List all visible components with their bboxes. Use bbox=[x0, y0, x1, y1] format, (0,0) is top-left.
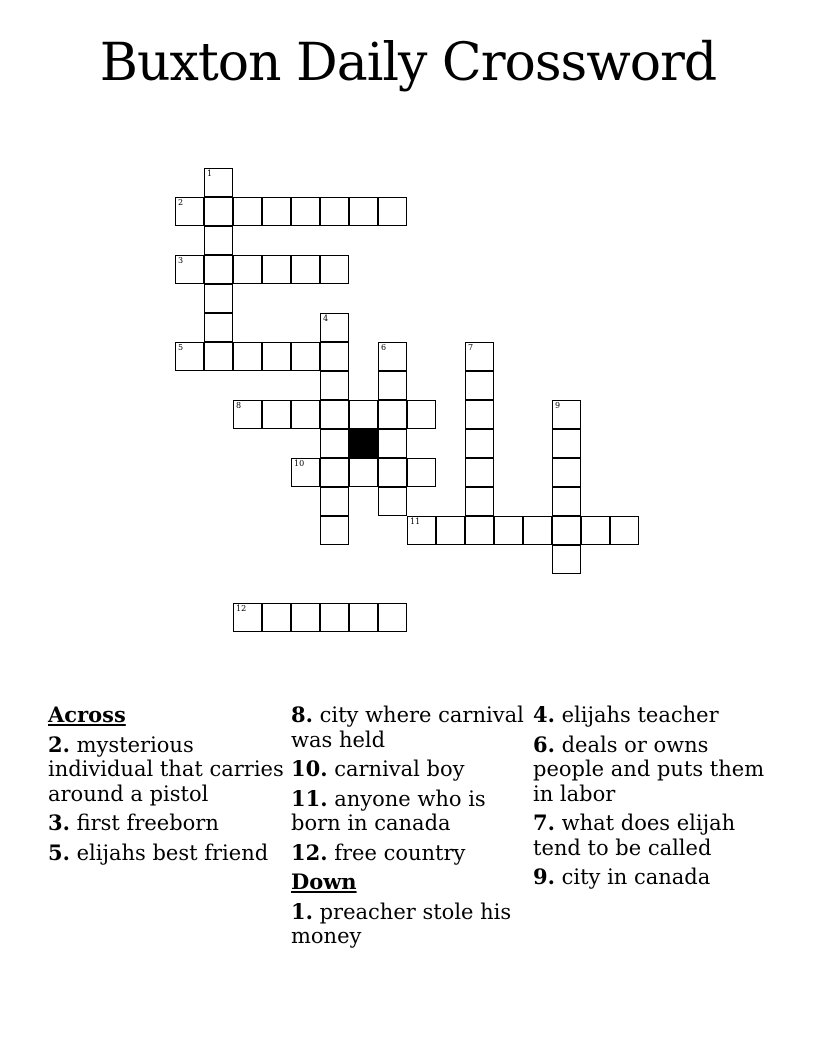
clue-item-text: first freeborn bbox=[69, 811, 219, 835]
grid-cell[interactable] bbox=[378, 371, 407, 400]
clue-item bbox=[533, 733, 769, 807]
grid-cell[interactable] bbox=[175, 255, 204, 284]
clue-item-number: 5. bbox=[48, 839, 70, 865]
clue-item bbox=[533, 703, 769, 728]
grid-cell[interactable] bbox=[407, 400, 436, 429]
clue-number: 8 bbox=[236, 401, 242, 410]
clue-item-text: deals or owns people and puts them in labor bbox=[533, 732, 765, 806]
clue-item-number: 1. bbox=[291, 898, 313, 924]
clue-item bbox=[291, 703, 527, 752]
clue-number: 5 bbox=[178, 343, 184, 352]
clue-number: 3 bbox=[178, 256, 184, 265]
grid-cell[interactable] bbox=[262, 603, 291, 632]
clue-list bbox=[533, 703, 769, 890]
clue-item bbox=[291, 787, 527, 836]
page-title: Buxton Daily Crossword bbox=[99, 33, 717, 93]
grid-cell[interactable] bbox=[291, 603, 320, 632]
clues-column-2 bbox=[291, 703, 527, 954]
grid-cell[interactable] bbox=[204, 226, 233, 255]
grid-cell[interactable] bbox=[407, 458, 436, 487]
grid-cell[interactable] bbox=[204, 284, 233, 313]
grid-cell[interactable] bbox=[378, 197, 407, 226]
grid-cell[interactable] bbox=[320, 313, 349, 342]
grid-black-cell bbox=[349, 429, 378, 458]
grid-cell[interactable] bbox=[320, 603, 349, 632]
grid-cell[interactable] bbox=[320, 342, 349, 371]
grid-cell[interactable] bbox=[378, 342, 407, 371]
grid-cell[interactable] bbox=[465, 516, 494, 545]
grid-cell[interactable] bbox=[552, 545, 581, 574]
clue-list bbox=[291, 900, 527, 949]
grid-cell[interactable] bbox=[465, 429, 494, 458]
grid-cell[interactable] bbox=[320, 487, 349, 516]
grid-cell[interactable] bbox=[291, 400, 320, 429]
grid-cell[interactable] bbox=[233, 603, 262, 632]
clue-item-text: mysterious individual that carries around a pistol bbox=[48, 732, 284, 806]
clue-item-number: 3. bbox=[48, 810, 70, 835]
grid-cell[interactable] bbox=[320, 516, 349, 545]
clue-number: 4 bbox=[323, 314, 329, 323]
clues-column-3 bbox=[533, 703, 769, 895]
grid-cell[interactable] bbox=[233, 400, 262, 429]
clue-item-text: preacher stole his money bbox=[291, 899, 512, 948]
grid-cell[interactable] bbox=[204, 342, 233, 371]
grid-cell[interactable] bbox=[465, 400, 494, 429]
clue-number: 1 bbox=[207, 169, 213, 178]
grid-cell[interactable] bbox=[175, 197, 204, 226]
grid-cell[interactable] bbox=[610, 516, 639, 545]
clue-number: 11 bbox=[410, 517, 421, 526]
clue-item-text: elijahs best friend bbox=[69, 840, 269, 865]
grid-cell[interactable] bbox=[175, 342, 204, 371]
clue-item-text: city in canada bbox=[554, 865, 711, 889]
grid-cell[interactable] bbox=[320, 429, 349, 458]
grid-cell[interactable] bbox=[320, 197, 349, 226]
clue-item bbox=[291, 900, 527, 949]
clue-item bbox=[291, 757, 527, 782]
clue-number: 10 bbox=[294, 459, 305, 468]
across-heading: Across bbox=[48, 702, 126, 727]
clue-item bbox=[48, 733, 284, 807]
grid-cell[interactable] bbox=[378, 458, 407, 487]
grid-cell[interactable] bbox=[320, 400, 349, 429]
grid-cell[interactable] bbox=[465, 458, 494, 487]
grid-cell[interactable] bbox=[262, 255, 291, 284]
clue-item-number: 8. bbox=[291, 702, 313, 727]
clue-item-number: 4. bbox=[533, 702, 555, 727]
clue-list bbox=[291, 703, 527, 865]
clue-number: 12 bbox=[236, 604, 247, 613]
clue-item-number: 2. bbox=[48, 731, 70, 757]
clue-item bbox=[533, 811, 769, 860]
clue-number: 2 bbox=[178, 198, 184, 207]
grid-cell[interactable] bbox=[407, 516, 436, 545]
clue-item-number: 9. bbox=[533, 864, 555, 889]
grid-cell[interactable] bbox=[378, 603, 407, 632]
clue-item-text: anyone who is born in canada bbox=[291, 786, 486, 835]
clue-item-text: elijahs teacher bbox=[554, 703, 719, 727]
clue-item-text: carnival boy bbox=[327, 757, 465, 781]
grid-cell[interactable] bbox=[436, 516, 465, 545]
grid-cell[interactable] bbox=[378, 400, 407, 429]
grid-cell[interactable] bbox=[320, 255, 349, 284]
grid-cell[interactable] bbox=[523, 516, 552, 545]
grid-cell[interactable] bbox=[465, 371, 494, 400]
grid-cell[interactable] bbox=[349, 603, 378, 632]
clues-column-1 bbox=[48, 703, 284, 870]
grid-cell[interactable] bbox=[204, 313, 233, 342]
clue-item bbox=[48, 841, 284, 866]
clue-item-number: 12. bbox=[291, 839, 328, 865]
clue-item bbox=[533, 865, 769, 890]
grid-cell[interactable] bbox=[262, 342, 291, 371]
clue-item bbox=[291, 841, 527, 866]
grid-cell[interactable] bbox=[233, 342, 262, 371]
grid-cell[interactable] bbox=[204, 168, 233, 197]
grid-cell[interactable] bbox=[349, 197, 378, 226]
grid-cell[interactable] bbox=[291, 197, 320, 226]
clue-number: 7 bbox=[468, 343, 474, 352]
grid-cell[interactable] bbox=[262, 197, 291, 226]
clue-item-number: 11. bbox=[291, 785, 328, 811]
clue-item-number: 10. bbox=[291, 756, 328, 781]
grid-cell[interactable] bbox=[349, 400, 378, 429]
clue-number: 9 bbox=[555, 401, 561, 410]
grid-cell[interactable] bbox=[320, 371, 349, 400]
grid-cell[interactable] bbox=[204, 197, 233, 226]
grid-cell[interactable] bbox=[291, 255, 320, 284]
grid-cell[interactable] bbox=[378, 487, 407, 516]
grid-cell[interactable] bbox=[204, 255, 233, 284]
down-heading: Down bbox=[291, 869, 357, 894]
grid-cell[interactable] bbox=[552, 429, 581, 458]
clue-number: 6 bbox=[381, 343, 387, 352]
clue-item bbox=[48, 811, 284, 836]
grid-cell[interactable] bbox=[320, 458, 349, 487]
grid-cell[interactable] bbox=[349, 458, 378, 487]
grid-cell[interactable] bbox=[552, 400, 581, 429]
clue-item-text: city where carnival was held bbox=[291, 703, 524, 752]
grid-cell[interactable] bbox=[465, 487, 494, 516]
grid-cell[interactable] bbox=[552, 458, 581, 487]
grid-cell[interactable] bbox=[262, 400, 291, 429]
grid-cell[interactable] bbox=[291, 458, 320, 487]
grid-cell[interactable] bbox=[494, 516, 523, 545]
grid-cell[interactable] bbox=[552, 516, 581, 545]
clue-item-text: what does elijah tend to be called bbox=[533, 811, 736, 860]
clue-item-text: free country bbox=[327, 840, 466, 865]
grid-cell[interactable] bbox=[465, 342, 494, 371]
clue-item-number: 6. bbox=[533, 731, 555, 757]
grid-cell[interactable] bbox=[581, 516, 610, 545]
grid-cell[interactable] bbox=[552, 487, 581, 516]
clue-item-number: 7. bbox=[533, 810, 555, 835]
grid-cell[interactable] bbox=[233, 255, 262, 284]
grid-cell[interactable] bbox=[233, 197, 262, 226]
clue-list bbox=[48, 733, 284, 866]
grid-cell[interactable] bbox=[291, 342, 320, 371]
grid-cell[interactable] bbox=[378, 429, 407, 458]
